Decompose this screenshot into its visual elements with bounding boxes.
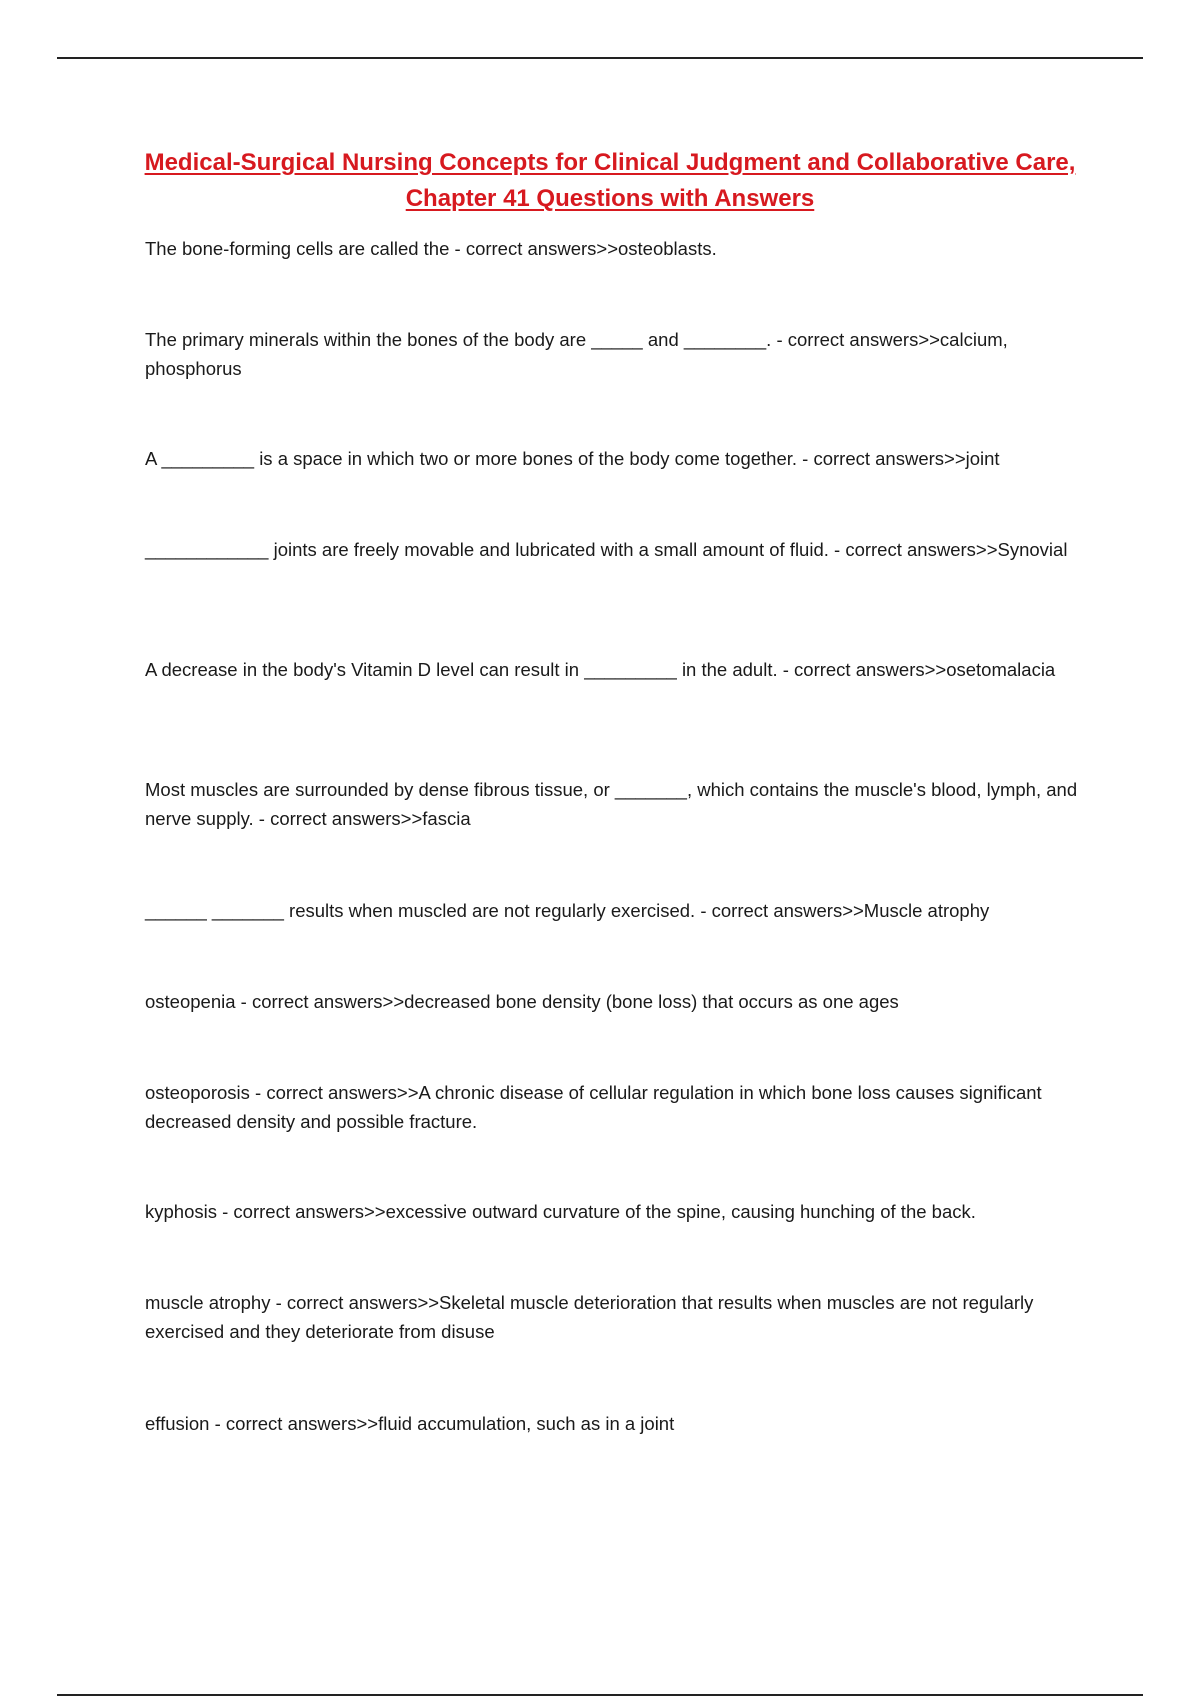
header-rule [57,57,1143,59]
document-title [130,145,1090,217]
qa-item-muscle-atrophy-blank: ______ _______ results when muscled are not regularly exercised. - correct answers>>Muscle atrophy [145,900,990,921]
qa-item-effusion: effusion - correct answers>>fluid accumulation, such as in a joint [145,1413,675,1434]
qa-item-osteoblasts: The bone-forming cells are called the - correct answers>>osteoblasts. [145,238,717,259]
qa-item-kyphosis: kyphosis - correct answers>>excessive outward curvature of the spine, causing hunching of the back. [145,1201,976,1222]
qa-item-bone-minerals: The primary minerals within the bones of the body are _____ and ________. - correct answers>>calcium, phosphorus [145,329,1008,379]
qa-item-fascia: Most muscles are surrounded by dense fibrous tissue, or _______, which contains the muscle's blood, lymph, and nerve supply. - correct answers>>fascia [145,779,1078,829]
qa-item-osteoporosis: osteoporosis - correct answers>>A chronic disease of cellular regulation in which bone loss causes significant decreased density and possible fracture. [145,1082,1042,1132]
qa-item-synovial: ____________ joints are freely movable and lubricated with a small amount of fluid. - correct answers>>Synovial [145,539,1068,560]
qa-item-osteopenia: osteopenia - correct answers>>decreased bone density (bone loss) that occurs as one ages [145,991,899,1012]
document-title-line-2: Chapter 41 Questions with Answers [405,185,815,212]
document-title-line-1: Medical-Surgical Nursing Concepts for Clinical Judgment and Collaborative Care, [144,149,1076,176]
qa-item-muscle-atrophy: muscle atrophy - correct answers>>Skeletal muscle deterioration that results when muscles are not regularly exercised and they deteriorate from disuse [145,1292,1034,1342]
qa-item-joint: A _________ is a space in which two or more bones of the body come together. - correct answers>>joint [145,448,1000,469]
qa-item-osteomalacia: A decrease in the body's Vitamin D level can result in _________ in the adult. - correct answers>>osetomalacia [145,659,1056,680]
footer-rule [57,1694,1143,1696]
